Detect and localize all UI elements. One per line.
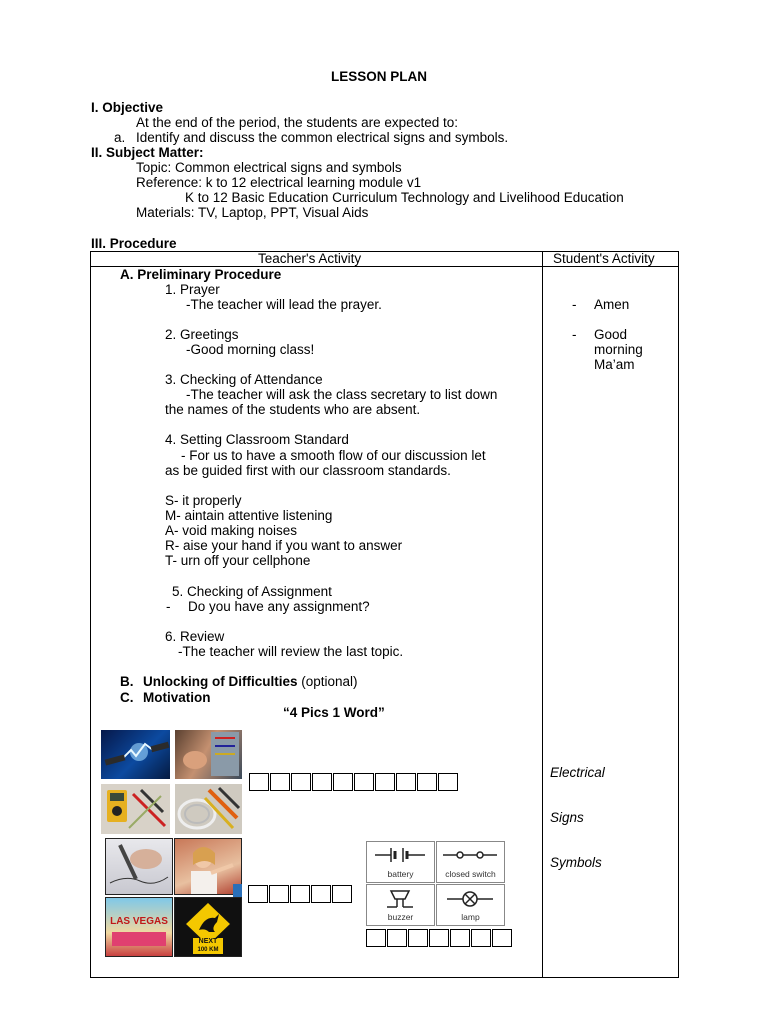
objective-item-marker: a. xyxy=(114,130,126,145)
preliminary-heading: A. Preliminary Procedure xyxy=(120,267,282,282)
greetings-desc: -Good morning class! xyxy=(186,342,315,357)
photo-kangaroo-sign xyxy=(174,897,242,957)
standard-desc-2: as be guided first with our classroom standards. xyxy=(165,463,451,478)
greetings-label: 2. Greetings xyxy=(165,327,239,342)
section-b-optional: (optional) xyxy=(297,674,358,689)
objective-heading: I. Objective xyxy=(91,100,164,115)
photo-electrician-panel xyxy=(175,730,242,779)
section-c-marker: C. xyxy=(120,690,134,705)
prayer-label: 1. Prayer xyxy=(165,282,220,297)
las-vegas-text: LAS VEGAS xyxy=(110,916,168,927)
smart-line-a: A- void making noises xyxy=(165,523,298,538)
prayer-desc: -The teacher will lead the prayer. xyxy=(186,297,382,312)
symbol-lamp xyxy=(436,884,505,926)
answer-boxes-electrical xyxy=(249,773,459,791)
symbol-buzzer xyxy=(366,884,435,926)
distance-text: 100 KM xyxy=(193,946,223,954)
photo-electric-spark xyxy=(101,730,170,779)
symbol-battery xyxy=(366,841,435,883)
closed-switch-label: closed switch xyxy=(445,869,496,879)
student-dash-1: - xyxy=(572,297,577,312)
assignment-label: 5. Checking of Assignment xyxy=(172,584,332,599)
section-b-title xyxy=(143,674,358,689)
woman-icon xyxy=(175,839,241,894)
student-amen: Amen xyxy=(594,297,630,312)
table-column-divider xyxy=(542,251,543,978)
smart-line-m: M- aintain attentive listening xyxy=(165,508,333,523)
attendance-desc-1: -The teacher will ask the class secretary to list down xyxy=(186,387,498,402)
answer-symbols: Symbols xyxy=(550,855,602,870)
photo-woman-pointing xyxy=(174,838,242,895)
answer-boxes-signs xyxy=(248,885,353,903)
subject-reference-2: K to 12 Basic Education Curriculum Technology and Livelihood Education xyxy=(185,190,624,205)
student-good: Good xyxy=(594,327,628,342)
subject-heading: II. Subject Matter: xyxy=(91,145,204,160)
standard-desc-1: - For us to have a smooth flow of our discussion let xyxy=(181,448,486,463)
subject-materials: Materials: TV, Laptop, PPT, Visual Aids xyxy=(136,205,369,220)
review-label: 6. Review xyxy=(165,629,225,644)
objective-item: Identify and discuss the common electrical signs and symbols. xyxy=(136,130,509,145)
sign-base xyxy=(112,932,166,946)
answer-electrical: Electrical xyxy=(550,765,605,780)
multimeter-icon xyxy=(101,784,170,834)
photo-pliers-wires xyxy=(175,784,242,834)
standard-label: 4. Setting Classroom Standard xyxy=(165,432,349,447)
section-b-marker: B. xyxy=(120,674,134,689)
pen-icon xyxy=(106,839,172,894)
smart-line-r: R- aise your hand if you want to answer xyxy=(165,538,403,553)
photo-las-vegas-sign xyxy=(105,897,173,957)
section-c-title: Motivation xyxy=(143,690,211,705)
photo-signing-pen xyxy=(105,838,173,895)
answer-boxes-symbols xyxy=(366,929,513,947)
symbol-closed-switch xyxy=(436,841,505,883)
buzzer-label: buzzer xyxy=(387,912,414,922)
objective-intro: At the end of the period, the students are expected to: xyxy=(136,115,458,130)
student-maam: Ma’am xyxy=(594,357,635,372)
page-title: LESSON PLAN xyxy=(331,69,428,84)
col-header-teacher: Teacher's Activity xyxy=(258,251,362,266)
review-desc: -The teacher will review the last topic. xyxy=(178,644,404,659)
attendance-label: 3. Checking of Attendance xyxy=(165,372,323,387)
student-dash-2: - xyxy=(572,327,577,342)
col-header-student: Student's Activity xyxy=(553,251,655,266)
assignment-dash: - xyxy=(166,599,171,614)
next-text: NEXT xyxy=(193,938,223,946)
smart-line-t: T- urn off your cellphone xyxy=(165,553,311,568)
student-morning: morning xyxy=(594,342,643,357)
panel-icon xyxy=(175,730,242,779)
battery-label: battery xyxy=(387,869,414,879)
spark-icon xyxy=(101,730,170,779)
game-title: “4 Pics 1 Word” xyxy=(283,705,385,720)
pliers-icon xyxy=(175,784,242,834)
procedure-heading: III. Procedure xyxy=(91,236,177,251)
answer-signs: Signs xyxy=(550,810,584,825)
photo-multimeter-tools xyxy=(101,784,170,834)
lamp-label: lamp xyxy=(461,912,480,922)
section-b-bold: Unlocking of Difficulties xyxy=(143,674,298,689)
subject-topic: Topic: Common electrical signs and symbols xyxy=(136,160,402,175)
assignment-desc: Do you have any assignment? xyxy=(188,599,370,614)
subject-reference: Reference: k to 12 electrical learning module v1 xyxy=(136,175,422,190)
smart-line-s: S- it properly xyxy=(165,493,242,508)
attendance-desc-2: the names of the students who are absent. xyxy=(165,402,421,417)
